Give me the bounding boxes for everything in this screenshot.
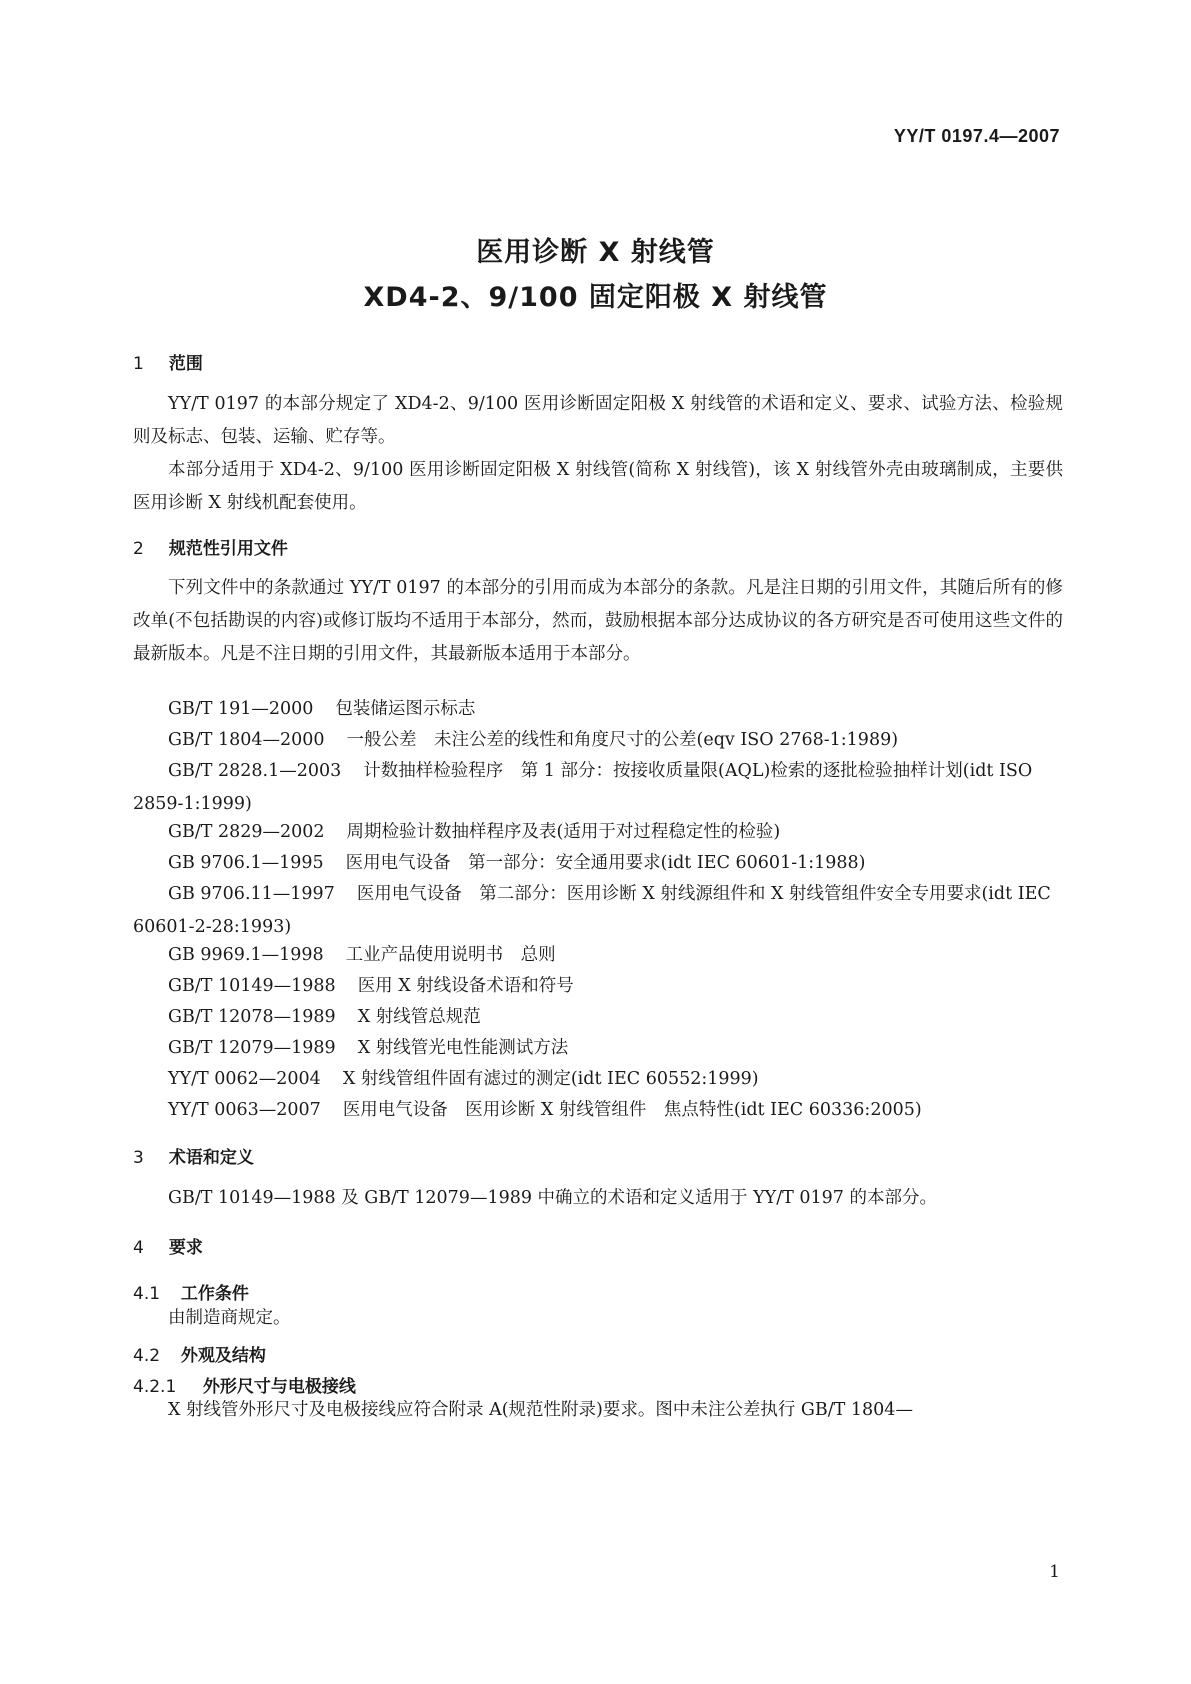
reference-item xyxy=(133,1063,1063,1096)
reference-item xyxy=(133,939,1063,972)
reference-code: GB/T 12079—1989 xyxy=(168,1038,336,1058)
dimensions-text: X 射线管外形尺寸及电极接线应符合附录 A(规范性附录)要求。图中未注公差执行 GB/T 1804— xyxy=(168,1400,913,1420)
section-title: 要求 xyxy=(168,1238,203,1258)
reference-item xyxy=(133,878,1063,944)
reference-item xyxy=(133,1094,1063,1127)
section-title: 术语和定义 xyxy=(168,1148,254,1168)
reference-code: YY/T 0062—2004 xyxy=(168,1069,321,1089)
document-title-line2: XD4-2、9/100 固定阳极 X 射线管 xyxy=(363,282,828,313)
standard-code: YY/T 0197.4—2007 xyxy=(893,126,1060,146)
reference-title: 医用电气设备 医用诊断 X 射线管组件 焦点特性(idt IEC 60336:2005) xyxy=(342,1100,922,1120)
reference-title: X 射线管组件固有滤过的测定(idt IEC 60552:1999) xyxy=(342,1069,759,1089)
document-title-line1: 医用诊断 X 射线管 xyxy=(476,237,715,268)
reference-item xyxy=(133,970,1063,1003)
scope-paragraph-2: 本部分适用于 XD4-2、9/100 医用诊断固定阳极 X 射线管(简称 X 射线管)，该 X 射线管外壳由玻璃制成，主要供医用诊断 X 射线机配套使用。 xyxy=(133,460,1063,513)
subsection-heading-work-conditions xyxy=(133,1279,249,1304)
reference-item xyxy=(133,847,1063,880)
reference-title: 医用 X 射线设备术语和符号 xyxy=(357,976,574,996)
section-number: 3 xyxy=(133,1148,144,1168)
reference-code: GB/T 10149—1988 xyxy=(168,976,336,996)
section-heading-terms xyxy=(133,1143,254,1168)
terms-paragraph: GB/T 10149—1988 及 GB/T 12079—1989 中确立的术语和定义适用于 YY/T 0197 的本部分。 xyxy=(168,1188,937,1208)
page-number: 1 xyxy=(1049,1562,1060,1582)
reference-title: 周期检验计数抽样程序及表(适用于对过程稳定性的检验) xyxy=(346,822,781,842)
normative-intro-paragraph: 下列文件中的条款通过 YY/T 0197 的本部分的引用而成为本部分的条款。凡是注日期的引用文件，其随后所有的修改单(不包括勘误的内容)或修订版均不适用于本部分，然而，鼓励根据本部分达成协议的各方研究是否可使用这些文件的最新版本。凡是不注日期的引用文件，其最新版本适用于本部分。 xyxy=(133,578,1063,664)
section-title: 外观及结构 xyxy=(180,1346,266,1366)
section-number: 1 xyxy=(133,354,144,374)
reference-code: GB 9706.11—1997 xyxy=(168,884,335,904)
reference-item xyxy=(133,1032,1063,1065)
section-title: 范围 xyxy=(168,354,203,374)
section-number: 2 xyxy=(133,539,144,559)
reference-title: 一般公差 未注公差的线性和角度尺寸的公差(eqv ISO 2768-1:1989) xyxy=(346,730,899,750)
subsection-heading-appearance xyxy=(133,1341,266,1366)
reference-title: 医用电气设备 第二部分：医用诊断 X 射线源组件和 X 射线管组件安全专用要求(idt IEC 60601-2-28:1993) xyxy=(133,884,1051,937)
reference-code: GB/T 12078—1989 xyxy=(168,1007,336,1027)
reference-title: 医用电气设备 第一部分：安全通用要求(idt IEC 60601-1:1988) xyxy=(345,853,866,873)
reference-item xyxy=(133,755,1063,821)
reference-code: GB/T 1804—2000 xyxy=(168,730,325,750)
reference-code: GB 9706.1—1995 xyxy=(168,853,324,873)
reference-code: GB/T 2829—2002 xyxy=(168,822,325,842)
section-heading-scope xyxy=(133,349,203,374)
reference-title: X 射线管总规范 xyxy=(357,1007,481,1027)
reference-item xyxy=(133,1001,1063,1034)
reference-item xyxy=(133,816,1063,849)
reference-item xyxy=(133,693,1063,726)
section-title: 规范性引用文件 xyxy=(168,539,288,559)
reference-code: GB 9969.1—1998 xyxy=(168,945,324,965)
reference-code: YY/T 0063—2007 xyxy=(168,1100,321,1120)
section-number: 4.2 xyxy=(133,1346,161,1366)
section-number: 4.1 xyxy=(133,1284,161,1304)
reference-title: 包装储运图示标志 xyxy=(335,699,476,719)
scope-paragraph-1: YY/T 0197 的本部分规定了 XD4-2、9/100 医用诊断固定阳极 X 射线管的术语和定义、要求、试验方法、检验规则及标志、包装、运输、贮存等。 xyxy=(133,394,1063,447)
reference-item xyxy=(133,724,1063,757)
section-heading-normative-references xyxy=(133,534,288,559)
section-number: 4 xyxy=(133,1238,144,1258)
reference-title: 工业产品使用说明书 总则 xyxy=(345,945,556,965)
section-number: 4.2.1 xyxy=(133,1377,177,1397)
reference-title: 计数抽样检验程序 第 1 部分：按接收质量限(AQL)检索的逐批检验抽样计划(idt ISO 2859-1:1999) xyxy=(133,761,1033,814)
section-title: 工作条件 xyxy=(180,1284,249,1304)
section-title: 外形尺寸与电极接线 xyxy=(202,1377,356,1397)
reference-code: GB/T 2828.1—2003 xyxy=(168,761,342,781)
reference-code: GB/T 191—2000 xyxy=(168,699,314,719)
work-conditions-text: 由制造商规定。 xyxy=(168,1308,291,1328)
section-heading-requirements xyxy=(133,1233,203,1258)
reference-title: X 射线管光电性能测试方法 xyxy=(357,1038,569,1058)
